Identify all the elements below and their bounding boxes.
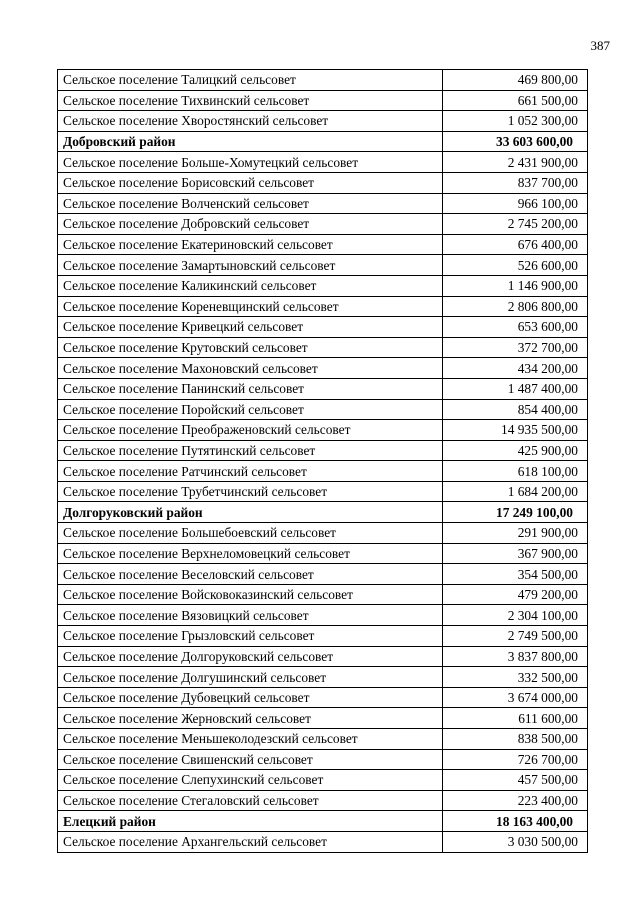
settlement-amount: 2 745 200,00 (443, 214, 588, 235)
settlement-row (58, 358, 588, 379)
settlement-row (58, 543, 588, 564)
settlement-row (58, 749, 588, 770)
district-total-row (58, 811, 588, 832)
table-body (58, 70, 588, 853)
district-total-amount: 17 249 100,00 (443, 502, 588, 523)
settlement-row (58, 214, 588, 235)
settlement-name: Сельское поселение Меньшеколодезский сельсовет (58, 729, 443, 750)
settlement-amount: 291 900,00 (443, 523, 588, 544)
district-name: Елецкий район (58, 811, 443, 832)
settlement-amount: 618 100,00 (443, 461, 588, 482)
settlement-row (58, 172, 588, 193)
settlement-amount: 837 700,00 (443, 172, 588, 193)
settlement-row (58, 831, 588, 852)
settlement-row (58, 461, 588, 482)
settlement-amount: 2 749 500,00 (443, 626, 588, 647)
settlement-name: Сельское поселение Тихвинский сельсовет (58, 90, 443, 111)
district-total-amount: 18 163 400,00 (443, 811, 588, 832)
settlement-amount: 1 052 300,00 (443, 111, 588, 132)
settlement-row (58, 770, 588, 791)
settlement-name: Сельское поселение Вязовицкий сельсовет (58, 605, 443, 626)
settlement-amount: 661 500,00 (443, 90, 588, 111)
district-name: Долгоруковский район (58, 502, 443, 523)
settlement-name: Сельское поселение Долгушинский сельсовет (58, 667, 443, 688)
settlement-name: Сельское поселение Больше-Хомутецкий сельсовет (58, 152, 443, 173)
district-total-row (58, 502, 588, 523)
settlement-row (58, 729, 588, 750)
settlement-amount: 354 500,00 (443, 564, 588, 585)
settlement-amount: 425 900,00 (443, 440, 588, 461)
budget-allocation-table (57, 69, 588, 853)
settlement-name: Сельское поселение Каликинский сельсовет (58, 275, 443, 296)
settlement-name: Сельское поселение Панинский сельсовет (58, 378, 443, 399)
settlement-row (58, 317, 588, 338)
settlement-row (58, 152, 588, 173)
settlement-row (58, 399, 588, 420)
settlement-amount: 854 400,00 (443, 399, 588, 420)
settlement-amount: 1 146 900,00 (443, 275, 588, 296)
settlement-amount: 469 800,00 (443, 70, 588, 91)
settlement-amount: 3 030 500,00 (443, 831, 588, 852)
settlement-amount: 434 200,00 (443, 358, 588, 379)
settlement-row (58, 523, 588, 544)
settlement-name: Сельское поселение Кореневщинский сельсовет (58, 296, 443, 317)
settlement-name: Сельское поселение Путятинский сельсовет (58, 440, 443, 461)
settlement-amount: 372 700,00 (443, 337, 588, 358)
settlement-row (58, 70, 588, 91)
settlement-name: Сельское поселение Войсковоказинский сельсовет (58, 584, 443, 605)
settlement-name: Сельское поселение Преображеновский сельсовет (58, 420, 443, 441)
settlement-amount: 14 935 500,00 (443, 420, 588, 441)
settlement-row (58, 646, 588, 667)
settlement-name: Сельское поселение Слепухинский сельсовет (58, 770, 443, 791)
settlement-row (58, 296, 588, 317)
settlement-row (58, 111, 588, 132)
settlement-row (58, 255, 588, 276)
settlement-amount: 2 304 100,00 (443, 605, 588, 626)
settlement-name: Сельское поселение Хворостянский сельсовет (58, 111, 443, 132)
settlement-row (58, 193, 588, 214)
settlement-name: Сельское поселение Верхнеломовецкий сельсовет (58, 543, 443, 564)
settlement-name: Сельское поселение Махоновский сельсовет (58, 358, 443, 379)
settlement-name: Сельское поселение Добровский сельсовет (58, 214, 443, 235)
settlement-name: Сельское поселение Архангельский сельсовет (58, 831, 443, 852)
settlement-name: Сельское поселение Борисовский сельсовет (58, 172, 443, 193)
settlement-name: Сельское поселение Поройский сельсовет (58, 399, 443, 420)
settlement-name: Сельское поселение Ратчинский сельсовет (58, 461, 443, 482)
settlement-row (58, 420, 588, 441)
district-total-amount: 33 603 600,00 (443, 131, 588, 152)
settlement-row (58, 605, 588, 626)
settlement-row (58, 564, 588, 585)
settlement-amount: 1 684 200,00 (443, 481, 588, 502)
settlement-row (58, 667, 588, 688)
settlement-row (58, 481, 588, 502)
settlement-name: Сельское поселение Веселовский сельсовет (58, 564, 443, 585)
settlement-amount: 676 400,00 (443, 234, 588, 255)
settlement-amount: 479 200,00 (443, 584, 588, 605)
settlement-amount: 2 431 900,00 (443, 152, 588, 173)
settlement-name: Сельское поселение Долгоруковский сельсовет (58, 646, 443, 667)
settlement-name: Сельское поселение Кривецкий сельсовет (58, 317, 443, 338)
settlement-row (58, 584, 588, 605)
settlement-name: Сельское поселение Талицкий сельсовет (58, 70, 443, 91)
settlement-amount: 1 487 400,00 (443, 378, 588, 399)
settlement-name: Сельское поселение Крутовский сельсовет (58, 337, 443, 358)
settlement-row (58, 790, 588, 811)
settlement-name: Сельское поселение Трубетчинский сельсовет (58, 481, 443, 502)
settlement-amount: 526 600,00 (443, 255, 588, 276)
settlement-name: Сельское поселение Дубовецкий сельсовет (58, 687, 443, 708)
settlement-row (58, 626, 588, 647)
settlement-row (58, 337, 588, 358)
settlement-amount: 653 600,00 (443, 317, 588, 338)
settlement-amount: 332 500,00 (443, 667, 588, 688)
settlement-amount: 3 837 800,00 (443, 646, 588, 667)
settlement-amount: 611 600,00 (443, 708, 588, 729)
settlement-row (58, 708, 588, 729)
settlement-name: Сельское поселение Замартыновский сельсовет (58, 255, 443, 276)
settlement-row (58, 378, 588, 399)
settlement-name: Сельское поселение Екатериновский сельсовет (58, 234, 443, 255)
district-total-row (58, 131, 588, 152)
settlement-row (58, 275, 588, 296)
settlement-name: Сельское поселение Свишенский сельсовет (58, 749, 443, 770)
page-number: 387 (590, 38, 610, 53)
settlement-row (58, 234, 588, 255)
settlement-amount: 457 500,00 (443, 770, 588, 791)
settlement-name: Сельское поселение Жерновский сельсовет (58, 708, 443, 729)
settlement-row (58, 440, 588, 461)
settlement-name: Сельское поселение Стегаловский сельсовет (58, 790, 443, 811)
settlement-amount: 838 500,00 (443, 729, 588, 750)
settlement-amount: 2 806 800,00 (443, 296, 588, 317)
settlement-amount: 966 100,00 (443, 193, 588, 214)
settlement-name: Сельское поселение Большебоевский сельсовет (58, 523, 443, 544)
settlement-row (58, 687, 588, 708)
settlement-amount: 367 900,00 (443, 543, 588, 564)
settlement-name: Сельское поселение Волченский сельсовет (58, 193, 443, 214)
settlement-amount: 223 400,00 (443, 790, 588, 811)
settlement-row (58, 90, 588, 111)
settlement-amount: 726 700,00 (443, 749, 588, 770)
district-name: Добровский район (58, 131, 443, 152)
settlement-name: Сельское поселение Грызловский сельсовет (58, 626, 443, 647)
settlement-amount: 3 674 000,00 (443, 687, 588, 708)
